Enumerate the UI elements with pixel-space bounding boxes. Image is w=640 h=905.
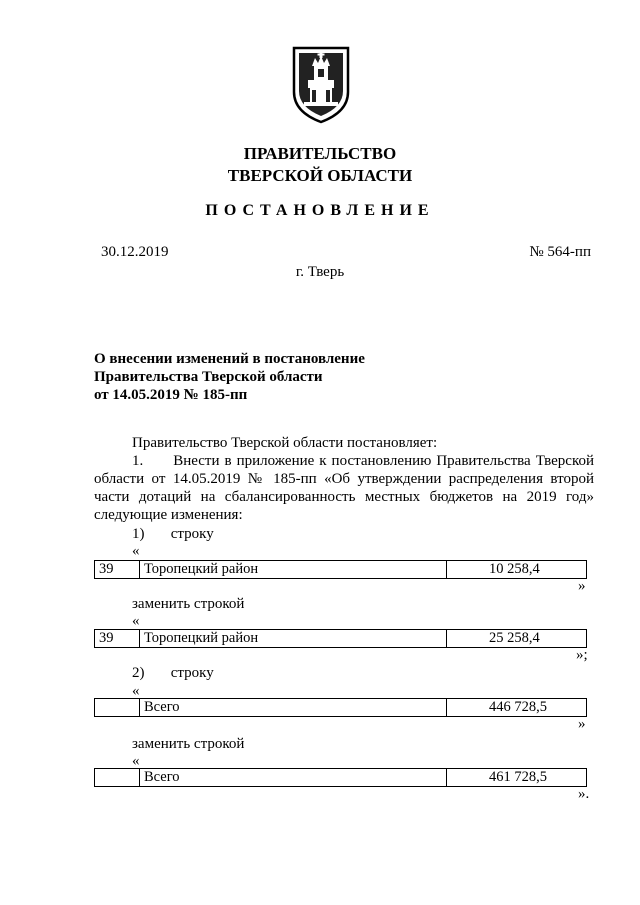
government-name-line1: ПРАВИТЕЛЬСТВО [243, 144, 397, 163]
tver-coat-of-arms-icon [290, 44, 352, 124]
row-district: Торопецкий район [140, 630, 447, 648]
open-quote: « [132, 753, 140, 769]
decree-title: ПОСТАНОВЛЕНИЕ [205, 202, 435, 219]
row-value: 446 728,5 [447, 699, 587, 717]
table-row [94, 698, 587, 717]
item-1-paragraph: 1. Внести в приложение к постановлению Правительства Тверской области от 14.05.2019 № 185-пп «Об утверждении распределения второй части дотаций на сбалансированность местных бюджетов на 2019 год» следующие изменения: [94, 453, 594, 523]
row-value: 10 258,4 [447, 561, 587, 579]
row-number [95, 699, 140, 717]
sub-item-2: 2) строку [132, 665, 214, 681]
open-quote: « [132, 683, 140, 699]
replace-with-label: заменить строкой [132, 736, 245, 752]
decree-date: 30.12.2019 [101, 244, 169, 260]
replace-with-label: заменить строкой [132, 596, 245, 612]
table-row [94, 629, 587, 648]
subject-line: от 14.05.2019 № 185-пп [94, 387, 248, 403]
close-quote: ». [578, 786, 590, 802]
close-quote: » [578, 716, 586, 732]
table-row [94, 560, 587, 579]
row-number: 39 [95, 561, 140, 579]
row-value: 25 258,4 [447, 630, 587, 648]
decree-number: № 564-пп [529, 244, 591, 260]
row-district: Торопецкий район [140, 561, 447, 579]
close-quote: » [578, 578, 586, 594]
row-district: Всего [140, 699, 447, 717]
close-quote: »; [576, 647, 588, 663]
subject-line: О внесении изменений в постановление [94, 351, 365, 367]
row-district: Всего [140, 769, 447, 787]
row-number: 39 [95, 630, 140, 648]
subject-line: Правительства Тверской области [94, 369, 323, 385]
row-number [95, 769, 140, 787]
government-name-line2: ТВЕРСКОЙ ОБЛАСТИ [227, 166, 413, 185]
table-row [94, 768, 587, 787]
row-value: 461 728,5 [447, 769, 587, 787]
intro-paragraph: Правительство Тверской области постановляет: [132, 435, 438, 451]
open-quote: « [132, 543, 140, 559]
sub-item-1: 1) строку [132, 526, 214, 542]
open-quote: « [132, 613, 140, 629]
decree-subject [94, 350, 365, 404]
decree-city: г. Тверь [295, 264, 345, 280]
